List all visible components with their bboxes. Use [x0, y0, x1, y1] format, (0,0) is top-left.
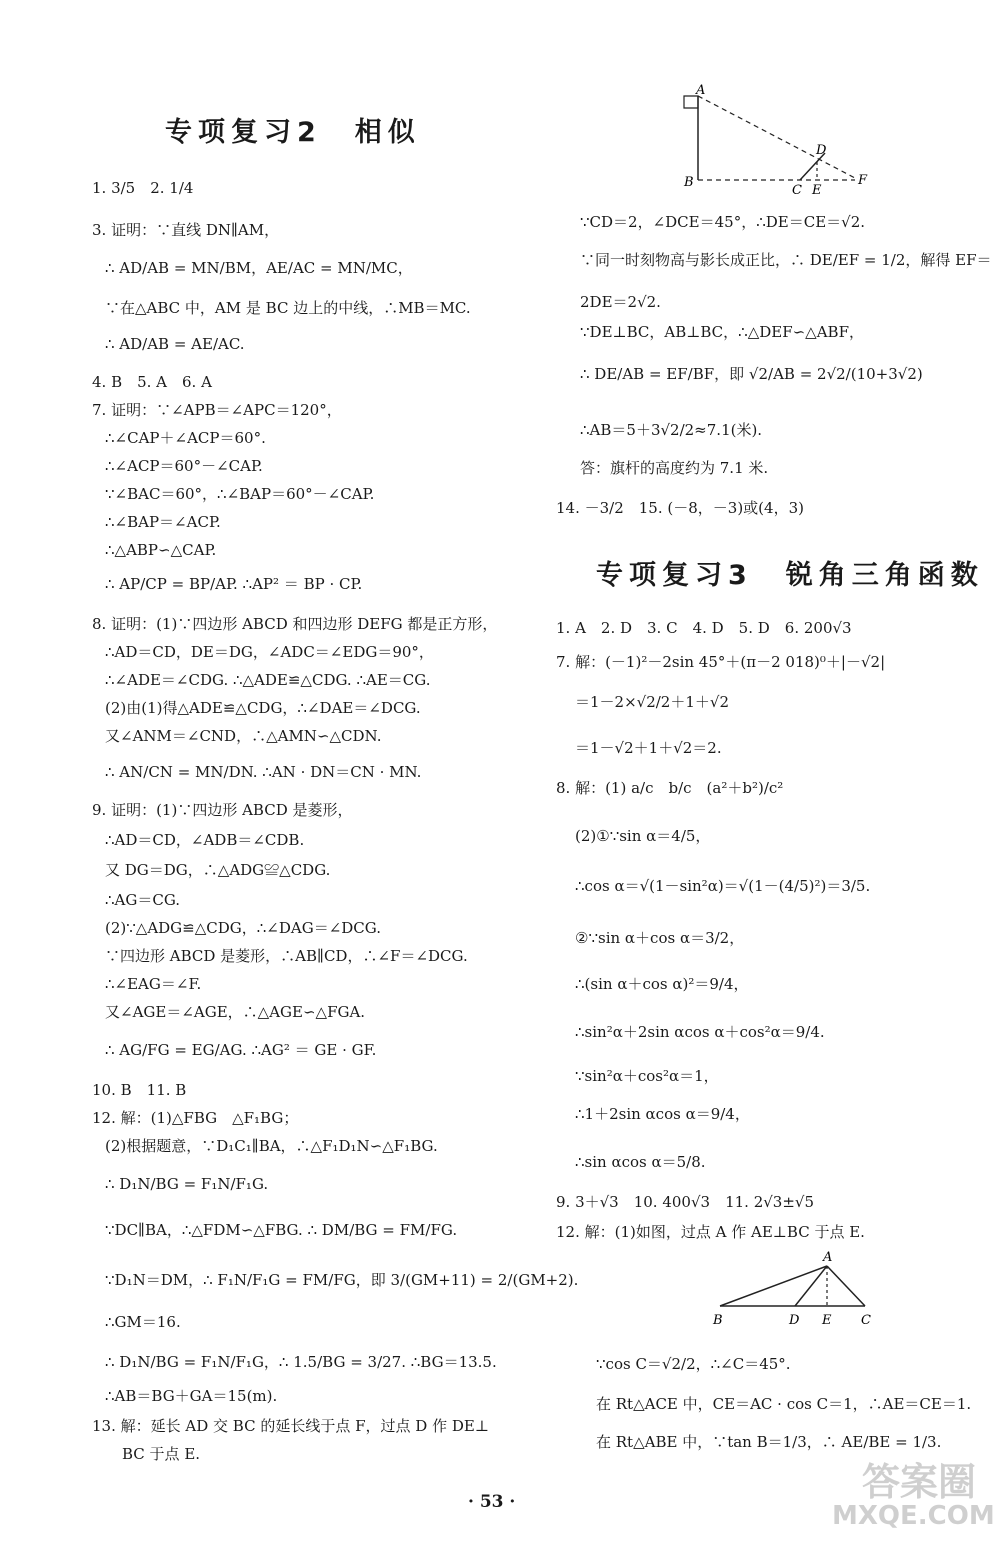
left-line: ∴AD＝CD，DE＝DG，∠ADC＝∠EDG＝90°， [105, 643, 434, 661]
figure2-label: E [822, 1313, 832, 1328]
right-line: ②∵sin α＋cos α＝3/2， [575, 929, 745, 947]
left-line: (2)∵△ADG≌△CDG，∴∠DAG＝∠DCG. [105, 919, 381, 937]
right-line: ∴sin²α＋2sin αcos α＋cos²α＝9/4. [575, 1023, 825, 1041]
left-line: ∴∠ADE＝∠CDG. ∴△ADE≌△CDG. ∴AE＝CG. [105, 671, 431, 689]
left-line: ∴AB＝BG＋GA＝15(m). [105, 1387, 278, 1405]
right-line: 在 Rt△ACE 中，CE＝AC · cos C＝1，∴AE＝CE＝1. [596, 1395, 972, 1413]
left-line: ∴ D₁N/BG = F₁N/F₁G. [105, 1175, 269, 1193]
figure1-label: C [792, 183, 802, 198]
right-line: 8. 解：(1) a/c b/c (a²＋b²)/c² [556, 779, 784, 797]
left-line: ∵DC∥BA，∴△FDM∽△FBG. ∴ DM/BG = FM/FG. [105, 1221, 458, 1239]
right-line: ∴1＋2sin αcos α＝9/4， [575, 1105, 750, 1123]
right-line: ∵同一时刻物高与影长成正比，∴ DE/EF = 1/2，解得 EF＝ [580, 251, 992, 269]
left-line: 又∠ANM＝∠CND，∴△AMN∽△CDN. [105, 727, 382, 745]
right-line: 14. －3/2 15. (－8，－3)或(4，3) [556, 499, 804, 517]
left-line: (2)由(1)得△ADE≌△CDG，∴∠DAE＝∠DCG. [105, 699, 421, 717]
page-number: · 53 · [468, 1492, 516, 1512]
watermark-url: MXQE.COM [832, 1501, 995, 1531]
left-line: 1. 3/5 2. 1/4 [92, 179, 194, 197]
left-line: ∴∠CAP＋∠ACP＝60°. [105, 429, 266, 447]
left-line: ∴△ABP∽△CAP. [105, 541, 217, 559]
right-line: 答：旗杆的高度约为 7.1 米. [580, 459, 769, 477]
right-line: 9. 3＋√3 10. 400√3 11. 2√3±√5 [556, 1193, 815, 1211]
right-line: ∵CD＝2，∠DCE＝45°，∴DE＝CE＝√2. [580, 213, 866, 231]
left-line: 8. 证明：(1)∵四边形 ABCD 和四边形 DEFG 都是正方形， [92, 615, 498, 633]
right-line: (2)①∵sin α＝4/5， [575, 827, 711, 845]
left-line: ∴AG＝CG. [105, 891, 181, 909]
right-line: 7. 解：(－1)²－2sin 45°＋(π－2 018)⁰＋|－√2| [556, 653, 886, 671]
left-line: ∴AD＝CD，∠ADB＝∠CDB. [105, 831, 305, 849]
left-line: ∴∠ACP＝60°－∠CAP. [105, 457, 263, 475]
left-line: 9. 证明：(1)∵四边形 ABCD 是菱形， [92, 801, 353, 819]
right-line: ∴AB＝5＋3√2/2≈7.1(米). [580, 421, 763, 439]
right-line: ∵cos C＝√2/2，∴∠C＝45°. [596, 1355, 791, 1373]
left-line: 12. 解：(1)△FBG △F₁BG； [92, 1109, 299, 1127]
left-line: ∵在△ABC 中，AM 是 BC 边上的中线，∴MB＝MC. [105, 299, 471, 317]
left-line: ∵∠BAC＝60°，∴∠BAP＝60°－∠CAP. [105, 485, 375, 503]
figure1-label: E [812, 183, 822, 198]
right-line: ＝1－√2＋1＋√2＝2. [575, 739, 722, 757]
left-line: ∴∠EAG＝∠F. [105, 975, 202, 993]
left-line: 又 DG＝DG，∴△ADG≌△CDG. [105, 861, 331, 879]
left-line: BC 于点 E. [122, 1445, 201, 1463]
flagpole-figure [670, 78, 880, 198]
right-line: ∵sin²α＋cos²α＝1， [575, 1067, 719, 1085]
right-section-title: 专项复习3 锐角三角函数 [596, 560, 984, 591]
left-line: ∴GM＝16. [105, 1313, 181, 1331]
figure2-label: D [789, 1313, 800, 1328]
figure2-label: A [823, 1250, 833, 1265]
right-line: ∴sin αcos α＝5/8. [575, 1153, 706, 1171]
figure1-label: A [696, 83, 706, 98]
left-line: 3. 证明：∵直线 DN∥AM， [92, 221, 280, 239]
left-line: ∴ AD/AB = MN/BM，AE/AC = MN/MC， [105, 259, 413, 277]
right-line: 1. A 2. D 3. C 4. D 5. D 6. 200√3 [556, 619, 852, 637]
right-line: 在 Rt△ABE 中，∵tan B＝1/3，∴ AE/BE = 1/3. [596, 1433, 942, 1451]
left-line: ∴ D₁N/BG = F₁N/F₁G，∴ 1.5/BG = 3/27. ∴BG＝13.5. [105, 1353, 497, 1371]
right-line: ∴cos α＝√(1－sin²α)＝√(1－(4/5)²)＝3/5. [575, 877, 871, 895]
figure2-label: C [861, 1313, 871, 1328]
left-line: 7. 证明：∵∠APB＝∠APC＝120°， [92, 401, 342, 419]
left-line: ∵四边形 ABCD 是菱形，∴AB∥CD，∴∠F＝∠DCG. [105, 947, 468, 965]
left-line: 10. B 11. B [92, 1081, 187, 1099]
left-line: ∴ AN/CN = MN/DN. ∴AN · DN＝CN · MN. [105, 763, 422, 781]
right-line: 12. 解：(1)如图，过点 A 作 AE⊥BC 于点 E. [556, 1223, 865, 1241]
right-line: ∴(sin α＋cos α)²＝9/4， [575, 975, 749, 993]
triangle-figure [705, 1246, 885, 1328]
figure1-label: F [858, 173, 868, 188]
left-line: 4. B 5. A 6. A [92, 373, 212, 391]
left-line: (2)根据题意，∵D₁C₁∥BA，∴△F₁D₁N∽△F₁BG. [105, 1137, 438, 1155]
left-line: 又∠AGE＝∠AGE，∴△AGE∽△FGA. [105, 1003, 366, 1021]
left-line: ∴∠BAP＝∠ACP. [105, 513, 221, 531]
watermark-title: 答案圈 [862, 1460, 977, 1504]
right-line: ＝1－2×√2/2＋1＋√2 [575, 693, 729, 711]
right-line: ∴ DE/AB = EF/BF，即 √2/AB = 2√2/(10+3√2) [580, 365, 923, 383]
left-line: ∴ AG/FG = EG/AG. ∴AG² ＝ GE · GF. [105, 1041, 377, 1059]
right-line: ∵DE⊥BC，AB⊥BC，∴△DEF∽△ABF， [580, 323, 864, 341]
left-line: ∵D₁N＝DM，∴ F₁N/F₁G = FM/FG，即 3/(GM+11) = 2/(GM+2). [105, 1271, 579, 1289]
figure1-label: D [816, 143, 827, 158]
figure2-label: B [713, 1313, 723, 1328]
left-line: 13. 解：延长 AD 交 BC 的延长线于点 F，过点 D 作 DE⊥ [92, 1417, 489, 1435]
page-number-value: 53 [479, 1492, 504, 1512]
left-line: ∴ AD/AB = AE/AC. [105, 335, 245, 353]
left-line: ∴ AP/CP = BP/AP. ∴AP² ＝ BP · CP. [105, 575, 363, 593]
watermark [812, 1451, 995, 1537]
figure1-label: B [684, 175, 694, 190]
right-line: 2DE＝2√2. [580, 293, 661, 311]
left-section-title: 专项复习2 相似 [165, 117, 421, 148]
